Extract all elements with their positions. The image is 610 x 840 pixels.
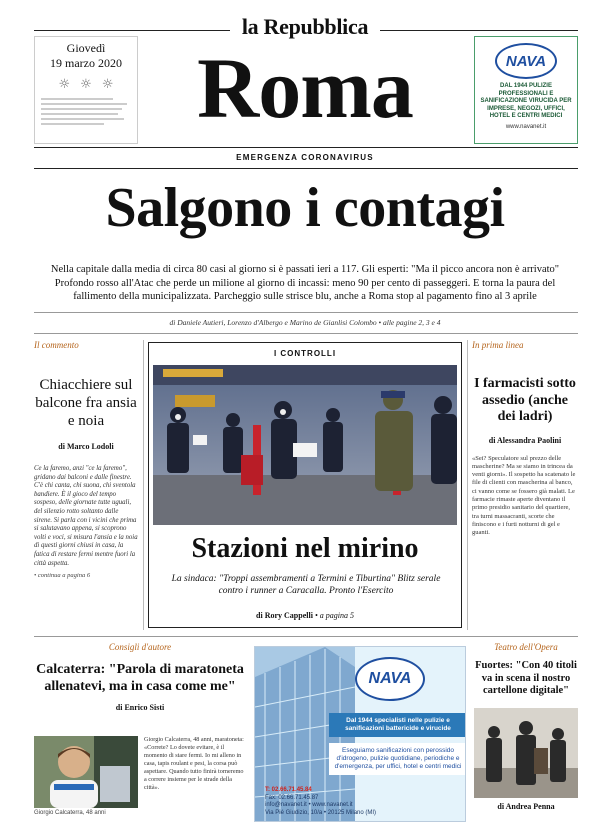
opera-photo <box>474 708 578 798</box>
lead-headline[interactable]: Salgono i contagi <box>105 177 505 239</box>
commento-author: di Marco Lodoli <box>58 442 114 451</box>
consigli-section <box>34 642 246 816</box>
rule-below-byline <box>34 333 578 334</box>
top-ad-text: DAL 1944 PULIZIE PROFESSIONALI E SANIFICAZIONE VIRUCIDA PER IMPRESE, NEGOZI, UFFICI, HOTEL E CENTRI MEDICI <box>480 83 572 119</box>
nava-ad-services: Eseguiamo sanificazioni con perossido d'idrogeno, pulizie quotidiane, periodiche e d'emergenza, per uffici, hotel e centri medici <box>329 743 466 775</box>
consigli-kicker: Consigli d'autore <box>108 642 172 652</box>
commento-column <box>34 340 138 579</box>
nava-logo: NAVA <box>495 43 557 79</box>
rule-under-masthead <box>34 147 578 148</box>
commento-continues-link[interactable]: • continua a pagina 6 <box>34 572 91 580</box>
nava-ad-phone[interactable]: T: 02.66.71.45.84 <box>265 787 312 793</box>
station-photo <box>153 365 457 525</box>
prima-linea-kicker: In prima linea <box>472 340 524 350</box>
column-divider <box>467 340 468 630</box>
commento-kicker: Il commento <box>34 340 79 350</box>
controlli-box <box>148 342 462 628</box>
lead-summary: Nella capitale dalla media di circa 80 casi al giorno si è passati ieri a 117. Gli esperti: "Ma il picco ancora non è arrivato" Profondo rosso all'Atac che perde un milione al giorno di incassi: meno 90 per cento di passeggeri. E torna la paura del fallimento della municipalizzata. Parcheggio sulle strisce blu, anche a Roma stop al pagamento fino al 3 aprile <box>50 264 560 302</box>
controlli-title[interactable]: Stazioni nel mirino <box>191 533 419 564</box>
controlli-byline <box>149 611 461 620</box>
nava-ad-address: Via Pié Giudizio, 10/a • 20125 Milano (MI) <box>265 809 377 816</box>
date-day: Giovedì <box>66 41 106 55</box>
rule-under-kicker <box>34 168 578 169</box>
sun-icon: ☼ <box>58 77 71 92</box>
consigli-body: Giorgio Calcaterra, 48 anni, maratoneta: «Correte? Lo dovete evitare, è il momento di stare fermi. Io mi alleno in casa, tapis roulant e pesi, la corsa può aspettare. Quando tutto finirà torneremo a correre insieme per le strade della città». <box>144 736 244 791</box>
edition-title: Roma <box>197 40 413 136</box>
teatro-title[interactable]: Fuortes: "Con 40 titoli va in scena il nostro cartellone digitale" <box>475 660 577 696</box>
weather-forecast <box>35 77 137 92</box>
publisher-info-lines <box>41 98 131 125</box>
commento-title[interactable]: Chiacchiere sul balcone fra ansia e noia <box>35 377 137 429</box>
nava-logo: NAVA <box>355 657 425 701</box>
masthead-rule-right <box>380 30 578 31</box>
rule-above-byline <box>34 312 578 313</box>
consigli-title[interactable]: Calcaterra: "Parola di maratoneta allenatevi, ma in casa come me" <box>36 662 244 694</box>
prima-linea-author: di Alessandra Paolini <box>488 435 562 445</box>
nava-ad-contacts <box>265 787 465 817</box>
teatro-kicker: Teatro dell'Opera <box>494 642 558 652</box>
nava-ad-tagline: Dal 1944 specialisti nelle pulizie e sanificazioni battericide e virucide <box>329 713 466 737</box>
date-box <box>34 36 138 144</box>
controlli-summary: La sindaca: "Troppi assembramenti a Termini e Tiburtina" Blitz serale contro i runner a Caracalla. Pronto l'Esercito <box>171 574 441 596</box>
column-divider <box>143 340 144 630</box>
controlli-label: I CONTROLLI <box>273 349 337 358</box>
lead-kicker: EMERGENZA CORONAVIRUS <box>236 153 374 162</box>
controlli-author: di Rory Cappelli <box>256 611 313 620</box>
consigli-author: di Enrico Sisti <box>115 703 165 712</box>
top-ad[interactable] <box>474 36 578 144</box>
calcaterra-caption: Giorgio Calcaterra, 48 anni <box>34 810 106 816</box>
sun-icon: ☼ <box>80 77 92 92</box>
prima-linea-column <box>472 340 578 537</box>
teatro-section <box>474 642 578 811</box>
calcaterra-photo <box>34 736 138 808</box>
prima-linea-title[interactable]: I farmacisti sotto assedio (anche dei ladri) <box>474 376 576 424</box>
rule-above-bottom <box>34 636 578 637</box>
nava-ad-email[interactable]: info@navanet.it • www.navanet.it <box>265 802 353 808</box>
masthead-rule-left <box>34 30 230 31</box>
nava-ad[interactable] <box>254 646 466 822</box>
controlli-page-link[interactable]: • a pagina 5 <box>314 611 354 620</box>
nava-ad-fax: Fax: 02.66.71.45.87 <box>265 794 319 801</box>
commento-body: Ce la faremo, anzi "ce la faremo", gridano dai balconi e dalle finestre. C'è chi canta, chi suona, chi sventola bandiere. È il gioco del tempo sospeso, delle giornate tutte uguali, del silenzio rotto soltanto dalle sirene. Si parla con i vicini che prima si salutavano appena, si scoprono volti e voci, si misura l'ansia e la noia di questi giorni chiusi in casa, la fatica di restare fermi mentre fuori la città aspetta. <box>34 465 138 567</box>
sun-icon: ☼ <box>101 77 114 92</box>
newspaper-brand: la Repubblica <box>241 14 369 39</box>
prima-linea-body: «Sei? Speculatore sul prezzo delle mascherine? Ma se siamo in trincea da venti giorni». Il sospetto ha scatenato le file di clienti con mascherina al banco, ci vanno come se fossero già malati. Le farmacie rimaste aperte diventano il primo presidio sanitario del quartiere, tra turni massacranti, scorte che finiscono e i furti notturni di gel e guanti. <box>472 454 576 537</box>
lead-byline: di Daniele Autieri, Lorenzo d'Albergo e Marino de Gianlisi Colombo • alle pagine 2, 3 e 4 <box>169 318 441 327</box>
teatro-author: di Andrea Penna <box>497 802 555 811</box>
date-full: 19 marzo 2020 <box>50 56 122 70</box>
top-ad-url[interactable]: www.navanet.it <box>505 123 547 130</box>
